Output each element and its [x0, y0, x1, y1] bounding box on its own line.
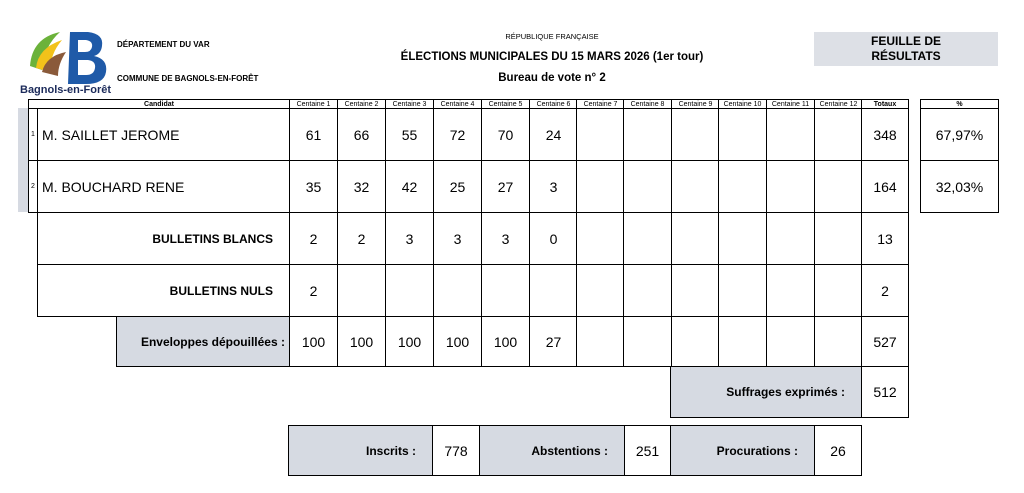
- column-header: Centaine 6: [529, 99, 578, 109]
- candidate-index: 1: [28, 108, 38, 161]
- vote-cell: [481, 264, 530, 317]
- candidate-total: 164: [861, 160, 909, 213]
- vote-cell: 66: [337, 108, 386, 161]
- vote-cell: 27: [481, 160, 530, 213]
- bureau-label: Bureau de vote n° 2: [498, 72, 606, 84]
- procurations-value: 26: [814, 425, 862, 476]
- suffrages-value: 512: [861, 366, 909, 418]
- null-ballots-label: BULLETINS NULS: [37, 264, 290, 317]
- vote-cell: [337, 264, 386, 317]
- vote-cell: [718, 264, 767, 317]
- sheet-title-line1: FEUILLE DE: [870, 34, 941, 48]
- vote-cell: 3: [433, 212, 482, 265]
- results-sheet-badge: [814, 32, 998, 66]
- envelopes-total: 527: [861, 316, 909, 367]
- vote-cell: 2: [337, 212, 386, 265]
- candidate-percent: 32,03%: [920, 160, 999, 213]
- inscrits-label: Inscrits :: [288, 425, 433, 476]
- vote-cell: 0: [529, 212, 578, 265]
- vote-cell: 72: [433, 108, 482, 161]
- vote-cell: [671, 212, 720, 265]
- vote-cell: [623, 108, 672, 161]
- vote-cell: 42: [385, 160, 434, 213]
- vote-cell: [433, 264, 482, 317]
- vote-cell: [814, 160, 863, 213]
- vote-cell: 100: [337, 316, 386, 367]
- column-header: Centaine 2: [337, 99, 386, 109]
- vote-cell: [814, 212, 863, 265]
- vote-cell: 27: [529, 316, 578, 367]
- election-title: ÉLECTIONS MUNICIPALES DU 15 MARS 2026 (1er tour): [400, 51, 704, 63]
- vote-cell: [766, 264, 815, 317]
- vote-cell: 55: [385, 108, 434, 161]
- vote-cell: [576, 108, 625, 161]
- vote-cell: [529, 264, 578, 317]
- republic-label: RÉPUBLIQUE FRANÇAISE: [505, 32, 599, 41]
- vote-cell: [671, 160, 720, 213]
- vote-cell: [623, 212, 672, 265]
- vote-cell: [766, 316, 815, 367]
- vote-cell: [385, 264, 434, 317]
- vote-cell: 24: [529, 108, 578, 161]
- vote-cell: [576, 316, 625, 367]
- vote-cell: [576, 160, 625, 213]
- suffrages-label: Suffrages exprimés :: [670, 366, 862, 418]
- vote-cell: 2: [289, 264, 338, 317]
- candidate-name: M. SAILLET JEROME: [37, 108, 290, 161]
- vote-cell: 25: [433, 160, 482, 213]
- logo-emblem-icon: [22, 26, 122, 86]
- column-header: Centaine 7: [576, 99, 625, 109]
- column-header: Centaine 8: [623, 99, 672, 109]
- null-ballots-total: 2: [861, 264, 909, 317]
- candidate-percent: 67,97%: [920, 108, 999, 161]
- vote-cell: [671, 316, 720, 367]
- blank-ballots-total: 13: [861, 212, 909, 265]
- column-header: Centaine 5: [481, 99, 530, 109]
- procurations-label: Procurations :: [670, 425, 815, 476]
- vote-cell: 61: [289, 108, 338, 161]
- vote-cell: 100: [385, 316, 434, 367]
- vote-cell: 35: [289, 160, 338, 213]
- department-label: DÉPARTEMENT DU VAR: [117, 40, 210, 49]
- vote-cell: [766, 108, 815, 161]
- column-header: Centaine 1: [289, 99, 338, 109]
- vote-cell: [766, 160, 815, 213]
- commune-label: COMMUNE DE BAGNOLS-EN-FORÊT: [117, 74, 259, 83]
- column-header: Centaine 10: [718, 99, 767, 109]
- vote-cell: 3: [481, 212, 530, 265]
- blank-ballots-label: BULLETINS BLANCS: [37, 212, 290, 265]
- vote-cell: 2: [289, 212, 338, 265]
- candidate-name: M. BOUCHARD RENE: [37, 160, 290, 213]
- vote-cell: [718, 316, 767, 367]
- candidate-total: 348: [861, 108, 909, 161]
- envelopes-label: Enveloppes dépouillées :: [116, 316, 290, 367]
- logo-caption: Bagnols-en-Forêt: [20, 84, 112, 96]
- vote-cell: [718, 212, 767, 265]
- vote-cell: 32: [337, 160, 386, 213]
- vote-cell: 100: [289, 316, 338, 367]
- vote-cell: [623, 316, 672, 367]
- vote-cell: [671, 108, 720, 161]
- abstentions-value: 251: [624, 425, 671, 476]
- vote-cell: 3: [529, 160, 578, 213]
- percent-header: %: [920, 99, 999, 109]
- candidate-header: Candidat: [28, 99, 290, 109]
- vote-cell: 3: [385, 212, 434, 265]
- vote-cell: [766, 212, 815, 265]
- vote-cell: [623, 160, 672, 213]
- vote-cell: [718, 160, 767, 213]
- sheet-title-line2: RÉSULTATS: [871, 49, 941, 63]
- column-header: Centaine 3: [385, 99, 434, 109]
- totals-header: Totaux: [861, 99, 909, 109]
- abstentions-label: Abstentions :: [479, 425, 625, 476]
- inscrits-value: 778: [432, 425, 480, 476]
- vote-cell: [671, 264, 720, 317]
- candidate-index: 2: [28, 160, 38, 213]
- column-header: Centaine 9: [671, 99, 720, 109]
- column-header: Centaine 11: [766, 99, 815, 109]
- column-header: Centaine 12: [814, 99, 863, 109]
- row-sidebar: [18, 108, 28, 212]
- vote-cell: [576, 212, 625, 265]
- vote-cell: 70: [481, 108, 530, 161]
- vote-cell: [814, 108, 863, 161]
- vote-cell: [814, 264, 863, 317]
- vote-cell: 100: [433, 316, 482, 367]
- column-header: Centaine 4: [433, 99, 482, 109]
- vote-cell: 100: [481, 316, 530, 367]
- vote-cell: [814, 316, 863, 367]
- vote-cell: [576, 264, 625, 317]
- vote-cell: [623, 264, 672, 317]
- vote-cell: [718, 108, 767, 161]
